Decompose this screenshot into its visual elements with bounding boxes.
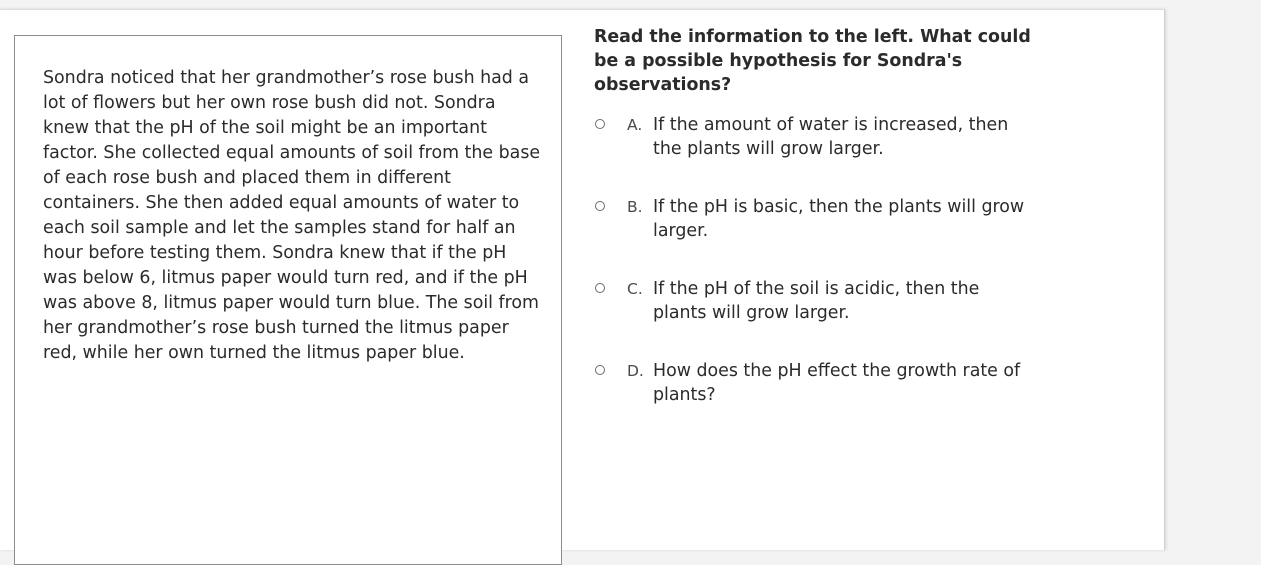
choice-text: If the pH is basic, then the plants will grow larger. — [653, 197, 1025, 241]
passage-text: Sondra noticed that her grandmother’s rose bush had a lot of flowers but her own rose bush did not. Sondra knew that the pH of the soil might be an important factor. She collected equal amounts of soil from the base of each rose bush and placed them in different containers. She then added equal amounts of water to each soil sample and let the samples stand for half an hour before testing them. Sondra knew that if the pH was below 6, litmus paper would turn red, and if the pH was above 8, litmus paper would turn blue. The soil from her grandmother’s rose bush turned the litmus paper red, while her own turned the litmus paper blue. — [43, 68, 541, 363]
choice-text: How does the pH effect the growth rate of plants? — [653, 361, 1021, 405]
passage-panel — [14, 35, 562, 565]
radio-button-d[interactable] — [595, 365, 605, 375]
choice-letter: B. — [627, 198, 643, 216]
choice-letter: A. — [627, 116, 643, 134]
radio-button-b[interactable] — [595, 201, 605, 211]
question-area — [594, 25, 1064, 405]
choice-letter: D. — [627, 362, 644, 380]
question-stem: Read the information to the left. What could be a possible hypothesis for Sondra's observations? — [594, 27, 1031, 95]
radio-button-a[interactable] — [595, 119, 605, 129]
radio-button-c[interactable] — [595, 283, 605, 293]
choice-text: If the pH of the soil is acidic, then the plants will grow larger. — [653, 279, 980, 323]
choice-letter: C. — [627, 280, 643, 298]
choice-text: If the amount of water is increased, then the plants will grow larger. — [653, 115, 1009, 159]
